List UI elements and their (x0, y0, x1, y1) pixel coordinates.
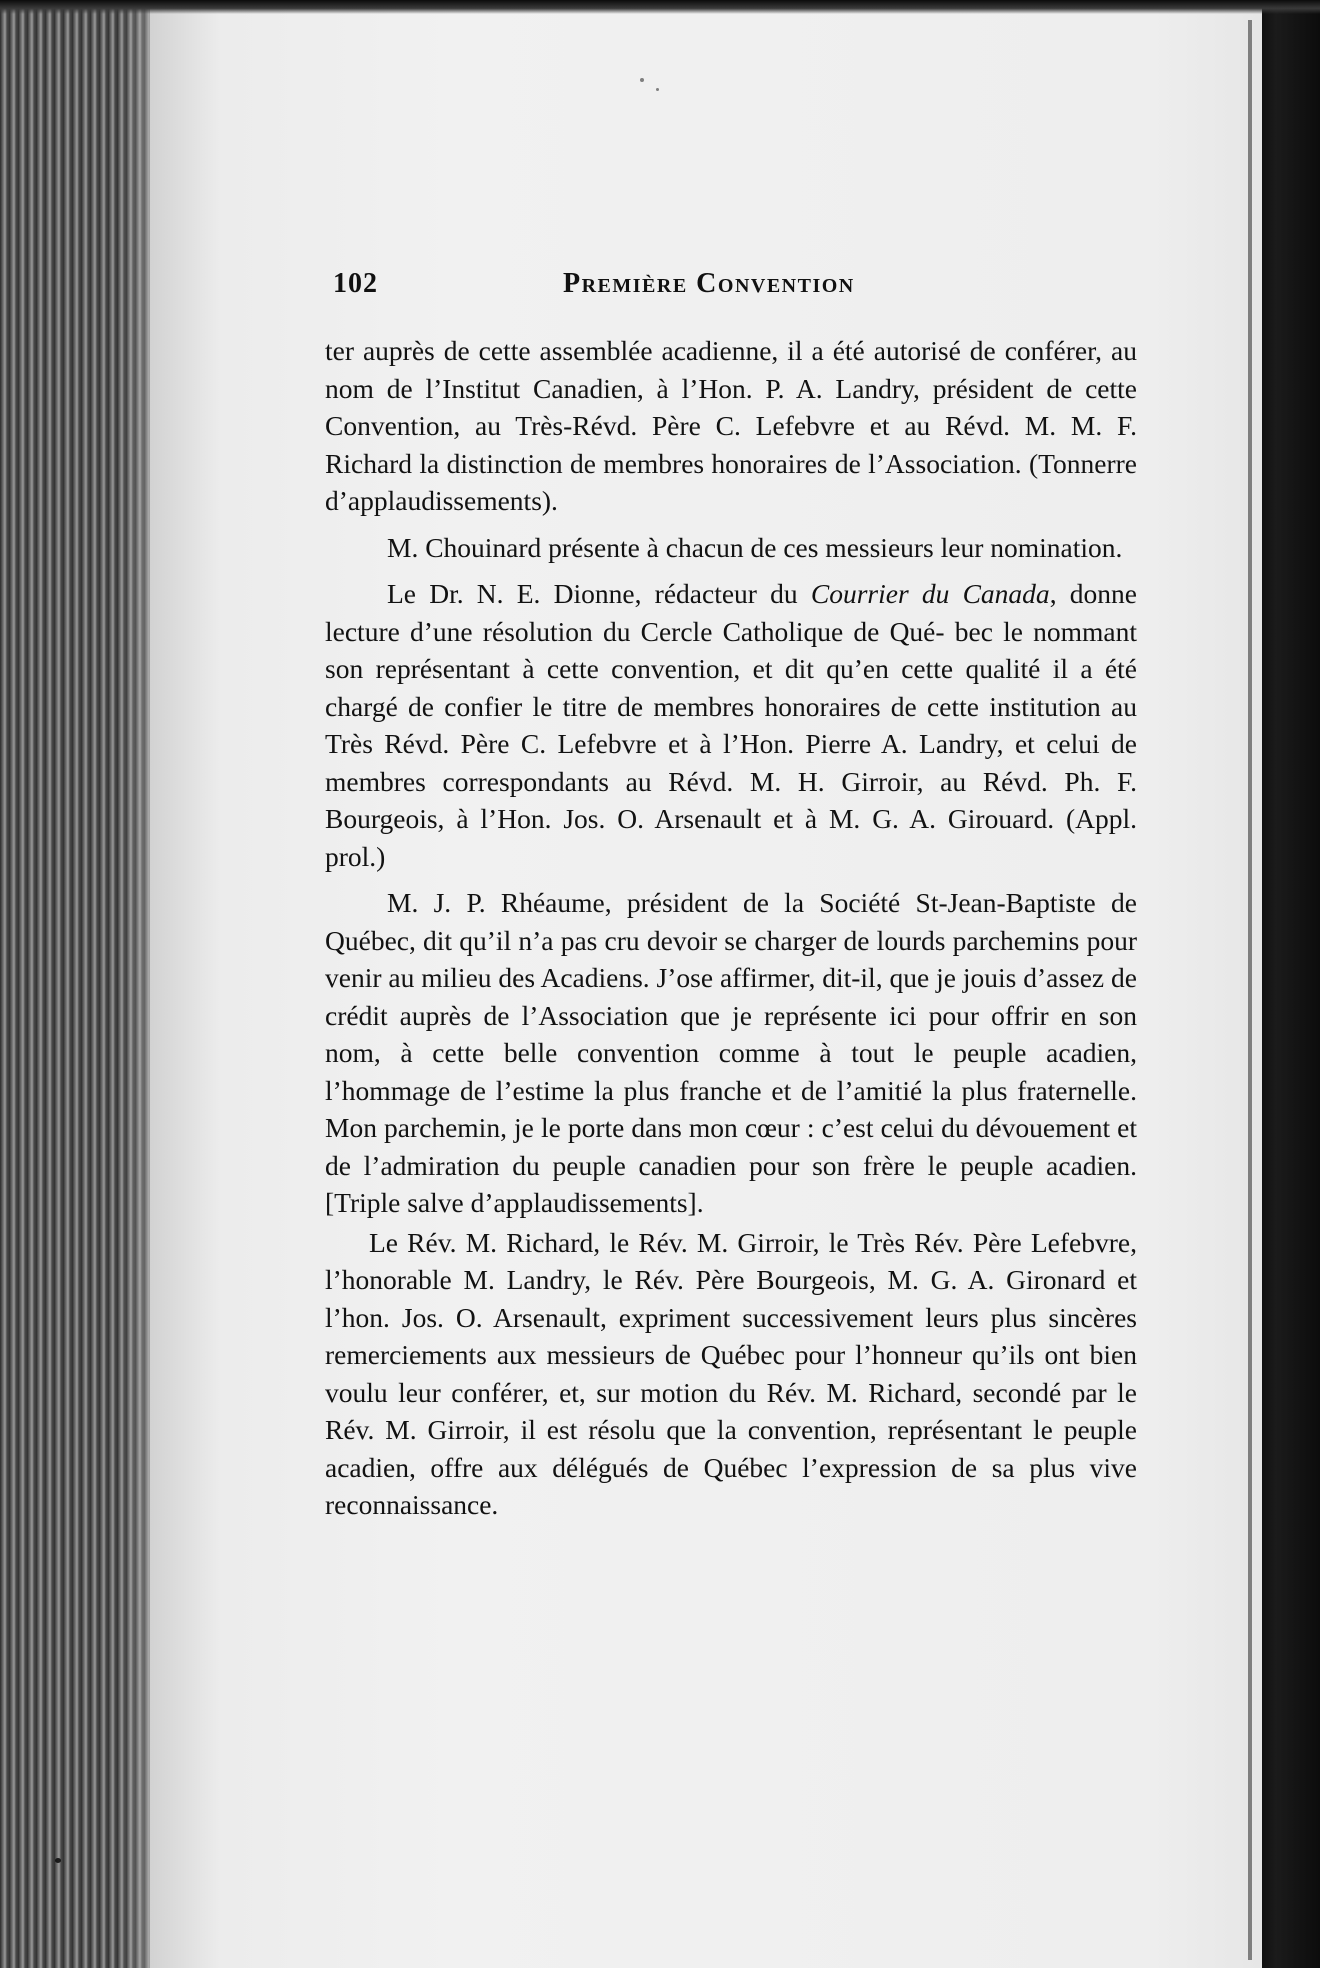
paragraph-rheaume: M. J. P. Rhéaume, président de la Société St-Jean-Baptiste de Québec, dit qu’il n’a pas cru devoir se charger de lourds parchemins pour venir au milieu des Acadiens. J’ose affirmer, dit-il, que je jouis d’assez de crédit auprès de l’Association que je représente ici pour offrir en son nom, à cette belle convention comme à tout le peuple acadien, l’hommage de l’estime la plus franche et de l’amitié la plus fraternelle. Mon parchemin, je le porte dans mon cœur : c’est celui du dévouement et de l’admiration du peuple canadien pour son frère le peuple acadien. [Triple salve d’applaudissements]. (325, 887, 1137, 1218)
paragraph-thanks: Le Rév. M. Richard, le Rév. M. Girroir, le Très Rév. Père Lefebvre, l’honorable M. Landry, le Rév. Père Bourgeois, M. G. A. Gironard et l’hon. Jos. O. Arsenault, expriment successivement leurs plus sincères remerciements aux messieurs de Québec pour l’honneur qu’ils ont bien voulu leur conférer, et, sur motion du Rév. M. Richard, secondé par le Rév. M. Girroir, il est résolu que la convention, représentant le peuple acadien, offre aux délégués de Québec l’expression de sa plus vive reconnaissance. (325, 1226, 1137, 1520)
facing-page-shadow (1248, 20, 1252, 1960)
dionne-rest: , donne lecture d’une résolution du Cercle Catholique de Qué- (325, 578, 1137, 647)
dionne-continuation: bec le nommant son représentant à cette convention, et dit qu’en cette qualité il a été chargé de confier le titre de membres honoraires de cette institution au Très Révd. Père C. Lefebvre et à l’Hon. Pierre A. Landry, et celui de membres correspondants au Révd. M. H. Girroir, au Révd. Ph. F. Bourgeois, à l’Hon. Jos. O. Arsenault et à M. G. A. Girouard. (Appl. prol.) (325, 615, 1138, 872)
running-head: Première Convention (563, 268, 855, 299)
newspaper-title: Courrier du Canada (810, 578, 1050, 609)
dust-speck (640, 78, 644, 82)
top-edge-shadow (0, 0, 1320, 14)
page-number: 102 (333, 268, 378, 299)
scanner-edge (1262, 0, 1320, 1968)
dust-speck (656, 88, 659, 91)
page-header (333, 268, 953, 308)
paragraph-chouinard: M. Chouinard présente à chacun de ces messieurs leur nomination. (387, 531, 1123, 563)
dionne-lead: Le Dr. N. E. Dionne, rédacteur du (387, 578, 811, 609)
dust-speck (55, 1858, 61, 1863)
body-text (325, 332, 1137, 1524)
paragraph-continued: ter auprès de cette assemblée acadienne, il a été autorisé de conférer, au nom de l’Institut Canadien, à l’Hon. P. A. Landry, président de cette Convention, au Très-Révd. Père C. Lefebvre et au Révd. M. M. F. Richard la distinction de membres honoraires de l’Association. (Tonnerre d’applaudissements). (325, 335, 1137, 516)
paragraph-dionne (325, 575, 1137, 875)
